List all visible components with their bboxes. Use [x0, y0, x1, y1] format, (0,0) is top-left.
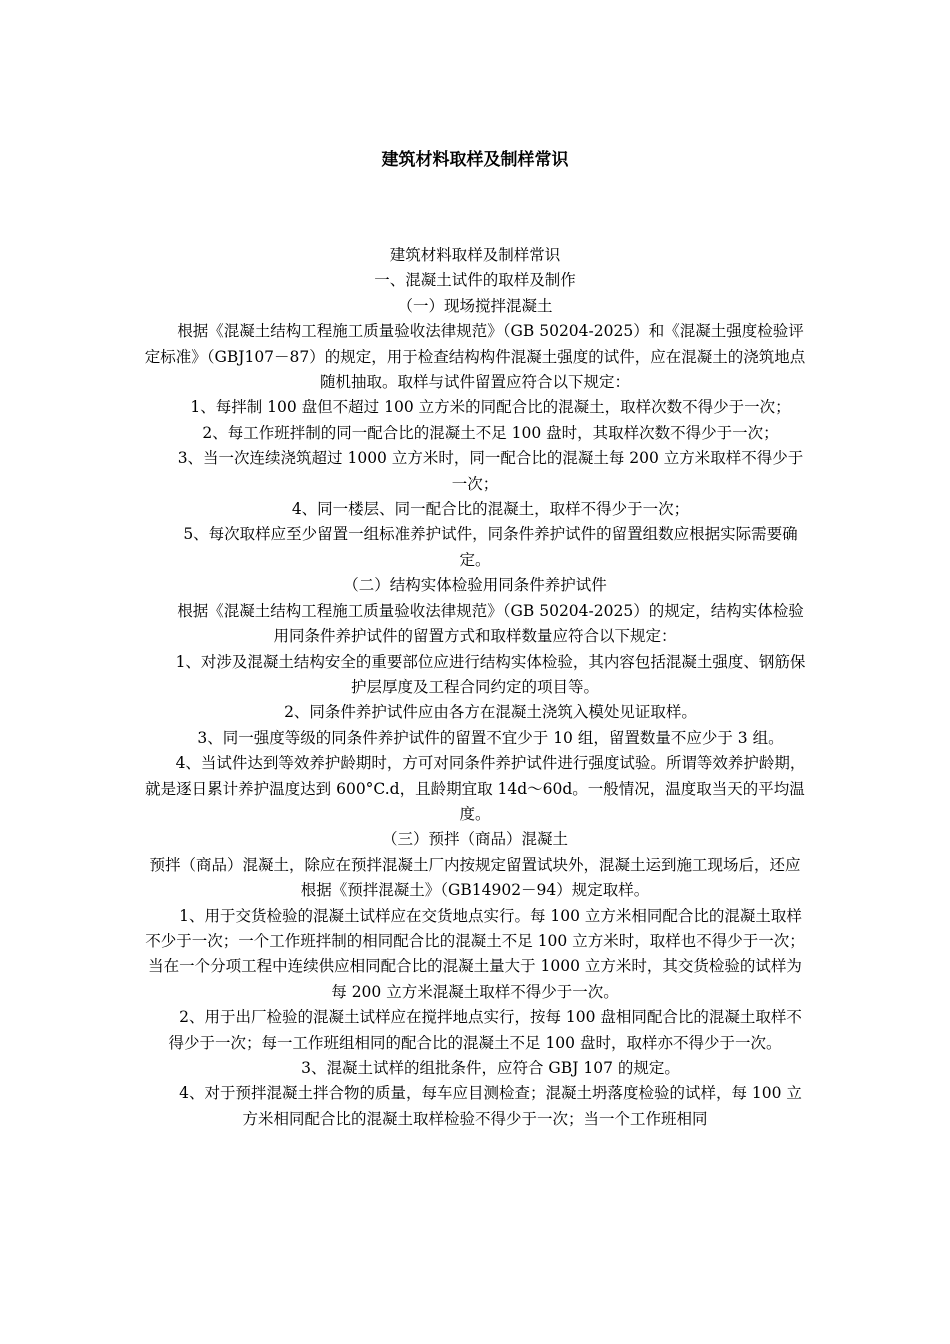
list-item: 4、当试件达到等效养护龄期时，方可对同条件养护试件进行强度试验。所谓等效养护龄期，就是逐日累计养护温度达到 600°C.d，且龄期宜取 14d～60d。一般情况，温度取当天的平均温度。: [145, 754, 806, 823]
subsection-heading-2: （二）结构实体检验用同条件养护试件: [343, 576, 607, 595]
subsection-heading-3: （三）预拌（商品）混凝土: [381, 830, 568, 849]
paragraph: 根据《混凝土结构工程施工质量验收法律规范》（GB 50204-2025）和《混凝土强度检验评定标准》（GBJ107－87）的规定，用于检查结构构件混凝土强度的试件，应在混凝土的浇筑地点随机抽取。取样与试件留置应符合以下规定：: [144, 322, 806, 392]
section-heading-1: 一、混凝土试件的取样及制作: [374, 271, 576, 290]
list-item: 3、同一强度等级的同条件养护试件的留置不宜少于 10 组，留置数量不应少于 3 组。: [197, 728, 784, 747]
document-body: [143, 243, 807, 1132]
paragraph: 根据《混凝土结构工程施工质量验收法律规范》（GB 50204-2025）的规定，结构实体检验用同条件养护试件的留置方式和取样数量应符合以下规定：: [177, 601, 804, 646]
list-item: 5、每次取样应至少留置一组标准养护试件，同条件养护试件的留置组数应根据实际需要确定。: [183, 525, 798, 569]
subsection-heading-1: （一）现场搅拌混凝土: [397, 296, 553, 315]
list-item: 3、当一次连续浇筑超过 1000 立方米时，同一配合比的混凝土每 200 立方米取样不得少于一次；: [177, 449, 804, 493]
list-item: 2、用于出厂检验的混凝土试样应在搅拌地点实行，按每 100 盘相同配合比的混凝土取样不得少于一次；每一工作班组相同的配合比的混凝土不足 100 盘时，取样亦不得少于一次。: [168, 1008, 802, 1052]
list-item: 1、对涉及混凝土结构安全的重要部位应进行结构实体检验，其内容包括混凝土强度、钢筋保护层厚度及工程合同约定的项目等。: [175, 652, 806, 696]
list-item: 4、对于预拌混凝土拌合物的质量，每车应目测检查；混凝土坍落度检验的试样，每 100 立方米相同配合比的混凝土取样检验不得少于一次；当一个工作班相同: [179, 1084, 802, 1128]
paragraph: 预拌（商品）混凝土，除应在预拌混凝土厂内按规定留置试块外，混凝土运到施工现场后，还应根据《预拌混凝土》（GB14902－94）规定取样。: [149, 855, 801, 900]
list-item: 1、用于交货检验的混凝土试样应在交货地点实行。每 100 立方米相同配合比的混凝土取样不少于一次；一个工作班拌制的相同配合比的混凝土不足 100 立方米时，取样也不得少于一次；当在一个分项工程中连续供应相同配合比的混凝土量大于 1000 立方米时，其交货检验的试样为每 200 立方米混凝土取样不得少于一次。: [145, 906, 805, 1001]
list-item: 3、混凝土试样的组批条件，应符合 GBJ 107 的规定。: [301, 1059, 680, 1077]
body-heading: 建筑材料取样及制样常识: [389, 246, 561, 264]
document-title: 建筑材料取样及制样常识: [381, 150, 569, 170]
list-item: 2、每工作班拌制的同一配合比的混凝土不足 100 盘时，其取样次数不得少于一次；: [202, 423, 779, 442]
list-item: 2、同条件养护试件应由各方在混凝土浇筑入模处见证取样。: [284, 703, 697, 722]
list-item: 4、同一楼层、同一配合比的混凝土，取样不得少于一次；: [291, 500, 690, 519]
list-item: 1、每拌制 100 盘但不超过 100 立方米的同配合比的混凝土，取样次数不得少于一次；: [190, 398, 791, 417]
